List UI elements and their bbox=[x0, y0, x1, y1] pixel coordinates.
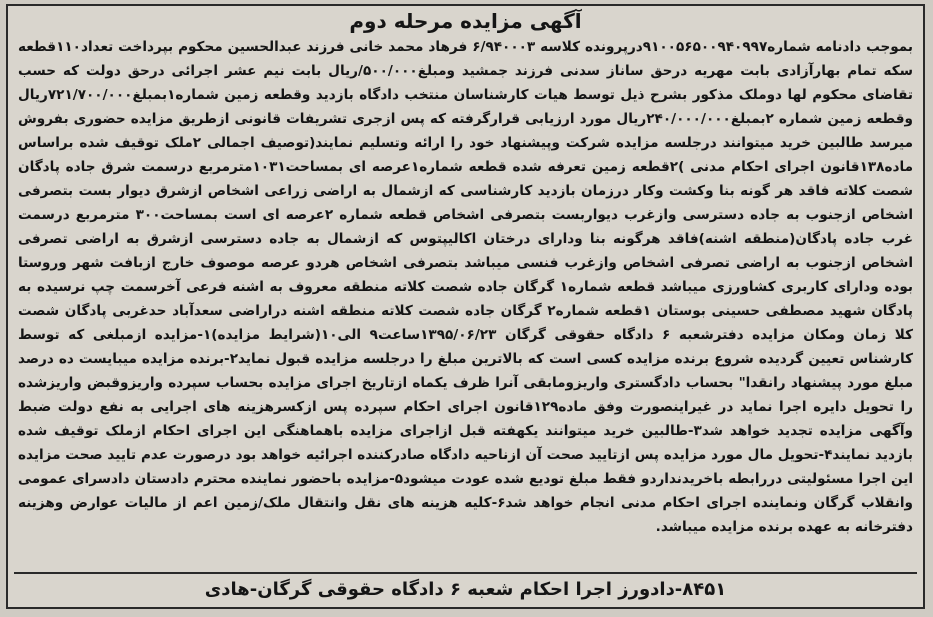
notice-title: آگهی مزایده مرحله دوم bbox=[349, 9, 582, 33]
notice-body: بموجب دادنامه شماره۹۱۰۰۵۶۵۰۰۹۴۰۹۹۷درپرونده کلاسه ۶/۹۴۰۰۰۳ فرهاد محمد خانی فرزند عبدالحسین محکوم بپرداخت تعداد۱۱۰قطعه سکه تمام بهارآزادی بابت مهریه درحق ساناز سدنی فرزند جمشید ومبلغ۵۰۰/۰۰۰/ریال بابت نیم عشر اجرائی درحق دولت که حسب تقاضای محکوم لها دوملک مذکور بشرح ذیل توسط هیات کارشناسان منتخب دادگاه بازدید وقطعه زمین شماره۱بمبلغ۷۲۱/۷۰۰/۰۰۰ریال وقطعه زمین شماره ۲بمبلغ۲۴۰/۰۰۰/۰۰۰ریال مورد ارزیابی قرارگرفته که پس ازجری تشریفات قانونی ازطریق مزایده حضوری بفروش میرسد طالبین خرید میتوانند درجلسه مزایده شرکت وپیشنهاد خود را ارائه وتسلیم نمایند(توصیف اجمالی ۲ملک توقیف شده براساس ماده۱۳۸قانون اجرای احکام مدنی )۲قطعه زمین تعرفه شده قطعه شماره۱عرصه ای بمساحت۱۰۳۱مترمربع درسمت شرق جاده پادگان شصت کلاته فاقد هر گونه بنا وکشت وکار درزمان بازدید کارشناسی که ازشمال به اراضی زراعی اشخاص ازشرق دیوار بست بتصرفی اشخاص ازجنوب به جاده دسترسی وازغرب دیواربست بتصرفی اشخاص قطعه شماره ۲عرصه ای است بمساحت۳۰۰ مترمربع درسمت غرب جاده پادگان(منطقه اشنه)فاقد هرگونه بنا ودارای درختان اکالیپتوس که ازشمال به جاده دسترسی ازشرق به اراضی تصرفی اشخاص ازجنوب به اراضی تصرفی اشخاص وازغرب فنسی میباشد بتصرفی اشخاص هردو عرصه موصوف خارج ازبافت شهر وروستا بوده ودارای کاربری کشاورزی میباشد قطعه شماره۱ گرگان جاده شصت کلاته منطقه معروف به اشنه فرعی آخرسمت چپ نرسیده به پادگان شهید مصطفی حسینی بوستان ۱قطعه شماره۲ گرگان جاده شصت کلاته منطقه اشنه دراراضی سعدآباد حدغربی پادگان شصت کلا زمان ومکان مزایده دفترشعبه ۶ دادگاه حقوقی گرگان ۱۳۹۵/۰۶/۲۳ساعت۹ الی۱۰(شرایط مزایده)۱-مزایده ازمبلغی که توسط کارشناس تعیین گردیده شروع برنده مزایده کسی است که بالاترین مبلغ را درجلسه مزایده قبول نماید۲-برنده مزایده میبایست ده درصد مبلغ مورد پیشنهاد رانقدا" بحساب دادگستری واریزومابقی آنرا ظرف یکماه ازتاریخ اجرای مزایده بحساب سپرده واریزوقبض واریزشده را تحویل دایره اجرا نماید در غیراینصورت وفق ماده۱۲۹قانون اجرای احکام سپرده پس ازکسرهزینه های اجرایی به نفع دولت ضبط وآگهی مزایده تجدید خواهد شد۳-طالبین خرید میتوانند یکهفته قبل ازاجرای مزایده باهماهنگی این اجرای احکام ازملک توقیف شده بازدید نمایند۴-تحویل مال مورد مزایده پس ازتایید صحت آن ازناحیه دادگاه صادرکننده اجرائیه خواهد بود درصورت عدم تایید صحت مزایده این اجرا مسئولیتی دررابطه باخریدنداردو فقط مبلغ تودیع شده عودت میشود۵-مزایده باحضور نماینده محترم دادستان دادسرای عمومی وانقلاب گرگان ونماینده اجرای احکام مدنی انجام خواهد شد۶-کلیه هزینه های نقل وانتقال ملک/زمین اعم از مالیات عوارض وهزینه دفترخانه به عهده برنده مزایده میباشد. bbox=[18, 39, 914, 535]
footer-divider bbox=[14, 572, 917, 574]
notice-page bbox=[6, 4, 925, 609]
notice-signature: ۸۴۵۱-دادورز اجرا احکام شعبه ۶ دادگاه حقوقی گرگان-هادی bbox=[204, 579, 727, 600]
